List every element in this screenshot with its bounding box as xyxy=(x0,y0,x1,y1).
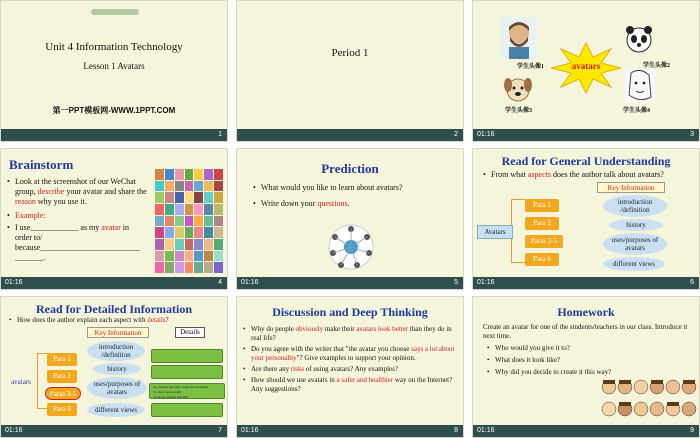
slide-footer xyxy=(473,277,699,289)
text: I use____________ as my xyxy=(15,223,102,232)
aspect-node: different views xyxy=(603,257,665,271)
aspect-node: history xyxy=(609,219,663,231)
text: _______. xyxy=(15,253,45,262)
detail-note: To express and give room for creativity xyxy=(153,385,209,389)
bullet: • What would you like to learn about avatars? xyxy=(253,183,453,193)
root-node: avatars xyxy=(11,378,31,386)
bullet xyxy=(243,376,461,394)
slide-footer xyxy=(1,129,227,141)
slide-footer xyxy=(473,425,699,437)
slide-footer xyxy=(1,277,227,289)
detail-box-1 xyxy=(151,349,223,363)
text: Write down your xyxy=(261,199,318,208)
para-node[interactable]: Para 6 xyxy=(47,403,77,416)
text: of using avatars? Any examples? xyxy=(304,365,398,373)
text: Why do people xyxy=(251,325,296,333)
aspect-node: uses/purposes of avatars xyxy=(603,233,667,255)
slide-number: 6 xyxy=(690,279,694,286)
root-node: Avatars xyxy=(477,225,513,239)
aspect-node: different views xyxy=(87,403,145,417)
footer-time: 01:16 xyxy=(477,279,495,286)
slide-title: Prediction xyxy=(321,161,379,176)
slide-title: Homework xyxy=(557,305,615,319)
highlight: says a lot about your personality xyxy=(251,345,455,362)
details-box: Details xyxy=(175,327,205,338)
slide-subtitle: Lesson 1 Avatars xyxy=(83,61,145,71)
detail-box-4 xyxy=(151,403,223,417)
body-text xyxy=(7,177,147,265)
text: Look at the screenshot of our WeChat group, xyxy=(15,177,136,196)
slide-number: 5 xyxy=(454,279,458,286)
body-text xyxy=(243,325,461,396)
slide-thumbnail-1[interactable] xyxy=(0,0,228,142)
text: From what xyxy=(491,170,528,179)
highlight: aspects xyxy=(527,170,551,179)
footer-time: 01:16 xyxy=(5,427,23,434)
caption-1: 学生头像1 xyxy=(517,64,545,70)
cartoon-avatars-image xyxy=(601,377,697,423)
text: in order to/ xyxy=(15,223,129,242)
text: Are there any xyxy=(251,365,291,373)
slide-footer xyxy=(237,129,463,141)
highlight: details xyxy=(147,316,166,324)
aspect-node: introduction /definition xyxy=(87,341,145,361)
slide-number: 3 xyxy=(690,131,694,138)
text: way on the Internet? Any suggestions? xyxy=(251,376,453,393)
text: Do you agree with the writer that "the avatar you choose xyxy=(251,345,412,353)
text: than they do in real life? xyxy=(251,325,452,342)
bullet xyxy=(7,177,147,207)
question-text xyxy=(9,316,227,327)
footer-time: 01:16 xyxy=(241,427,259,434)
avatar-image-panda xyxy=(623,23,655,55)
slide-thumbnail-6[interactable] xyxy=(472,148,700,290)
text: How should we use avatars in xyxy=(251,376,337,384)
slide-number: 7 xyxy=(218,427,222,434)
bullet xyxy=(243,345,461,363)
slide-number: 9 xyxy=(690,427,694,434)
slide-thumbnail-7[interactable] xyxy=(0,296,228,438)
intro-text: Create an avatar for one of the students/teachers in our class. Introduce it next time. xyxy=(483,323,688,340)
slide-title: Unit 4 Information Technology xyxy=(45,41,183,53)
text: "? Give examples to support your opinion. xyxy=(296,354,416,362)
wechat-avatars-grid-image xyxy=(155,169,223,273)
bullet xyxy=(243,325,461,343)
slide-thumbnail-8[interactable] xyxy=(236,296,464,438)
bullet xyxy=(7,223,147,263)
caption-2: 学生头像2 xyxy=(643,63,671,69)
slide-number: 2 xyxy=(454,131,458,138)
text: ? xyxy=(165,316,169,324)
center-label: avatars xyxy=(571,61,601,71)
key-information-box: Key Information xyxy=(87,327,149,338)
para-node[interactable]: Para 2 xyxy=(47,370,77,383)
slide-title: Brainstorm xyxy=(9,157,74,172)
highlight: questions xyxy=(317,199,348,208)
highlight: avatars look better xyxy=(356,325,409,333)
bullet: • What does it look like? xyxy=(487,355,687,365)
text: why you use it. xyxy=(35,197,87,206)
text: does the author talk about avatars? xyxy=(551,170,664,179)
highlight: risks xyxy=(290,365,305,373)
decor-bar xyxy=(91,9,139,15)
slide-thumbnail-4[interactable] xyxy=(0,148,228,290)
site-watermark: 第一PPT模板网-WWW.1PPT.COM xyxy=(52,106,176,115)
footer-time: 01:16 xyxy=(477,131,495,138)
slide-number: 8 xyxy=(454,427,458,434)
para-node[interactable]: Paras 3-5 xyxy=(525,235,563,248)
text: . xyxy=(347,199,350,208)
aspect-node: uses/purposes of avatars xyxy=(87,377,147,399)
para-node[interactable]: Paras 3-5 xyxy=(45,387,81,400)
slide-number: 1 xyxy=(218,131,222,138)
slide-title: Read for Detailed Information xyxy=(35,302,193,316)
aspect-node: history xyxy=(93,363,141,375)
detail-box-3 xyxy=(149,383,225,399)
slide-thumbnail-3[interactable] xyxy=(472,0,700,142)
body-text xyxy=(253,183,453,211)
slide-title: Period 1 xyxy=(331,47,369,59)
caption-3: 学生头像3 xyxy=(505,108,533,114)
para-node[interactable]: Para 1 xyxy=(525,199,559,212)
footer-time: 01:16 xyxy=(5,279,23,286)
bullet xyxy=(9,316,227,325)
highlight: reason xyxy=(15,197,36,206)
hub-network-image xyxy=(323,221,379,273)
slide-title: Discussion and Deep Thinking xyxy=(272,305,428,319)
slide-thumbnail-2[interactable] xyxy=(236,0,464,142)
slide-number: 4 xyxy=(218,279,222,286)
slide-footer xyxy=(473,129,699,141)
slide-footer xyxy=(1,425,227,437)
bullet: • Who would you give it to? xyxy=(487,343,687,353)
example-label: Example: xyxy=(15,211,46,220)
tree-connector xyxy=(511,199,525,263)
highlight: avatar xyxy=(101,223,121,232)
text: your avatar and share the xyxy=(64,187,147,196)
para-node[interactable]: Para 2 xyxy=(525,217,559,230)
bullet xyxy=(243,365,461,374)
slide-title: Read for General Understanding xyxy=(501,154,671,168)
avatar-image-dog xyxy=(503,75,533,105)
para-node[interactable]: Para 6 xyxy=(525,253,559,266)
footer-time: 01:16 xyxy=(477,427,495,434)
aspect-node: introduction /definition xyxy=(603,195,667,217)
detail-note: To show personality xyxy=(153,390,182,394)
slide-footer xyxy=(237,425,463,437)
highlight: a safer and healthier xyxy=(336,376,394,384)
detail-box-2 xyxy=(151,365,223,379)
slide-footer xyxy=(237,277,463,289)
avatar-image-sketch-face xyxy=(625,69,655,103)
question-text xyxy=(483,170,698,182)
bullet xyxy=(483,170,698,180)
text: because_________________________ xyxy=(15,243,141,252)
highlight: obviously xyxy=(295,325,324,333)
slide-thumbnail-5[interactable] xyxy=(236,148,464,290)
text: make their xyxy=(323,325,357,333)
para-node[interactable]: Para 1 xyxy=(47,353,77,366)
detail-note: To move around and talk xyxy=(153,395,188,399)
body-text xyxy=(487,343,687,379)
bullet: • Why did you decide to create it this way? xyxy=(487,367,687,377)
caption-4: 学生头像4 xyxy=(623,108,651,114)
footer-time: 01:16 xyxy=(241,279,259,286)
slide-thumbnail-9[interactable] xyxy=(472,296,700,438)
tree-connector xyxy=(37,353,47,409)
avatar-image-bearded-man xyxy=(501,17,537,59)
key-information-box: Key Information xyxy=(597,182,665,193)
text: How does the author explain each aspect with xyxy=(17,316,148,324)
highlight: describe xyxy=(37,187,65,196)
bullet xyxy=(7,211,147,221)
bullet xyxy=(253,199,453,209)
